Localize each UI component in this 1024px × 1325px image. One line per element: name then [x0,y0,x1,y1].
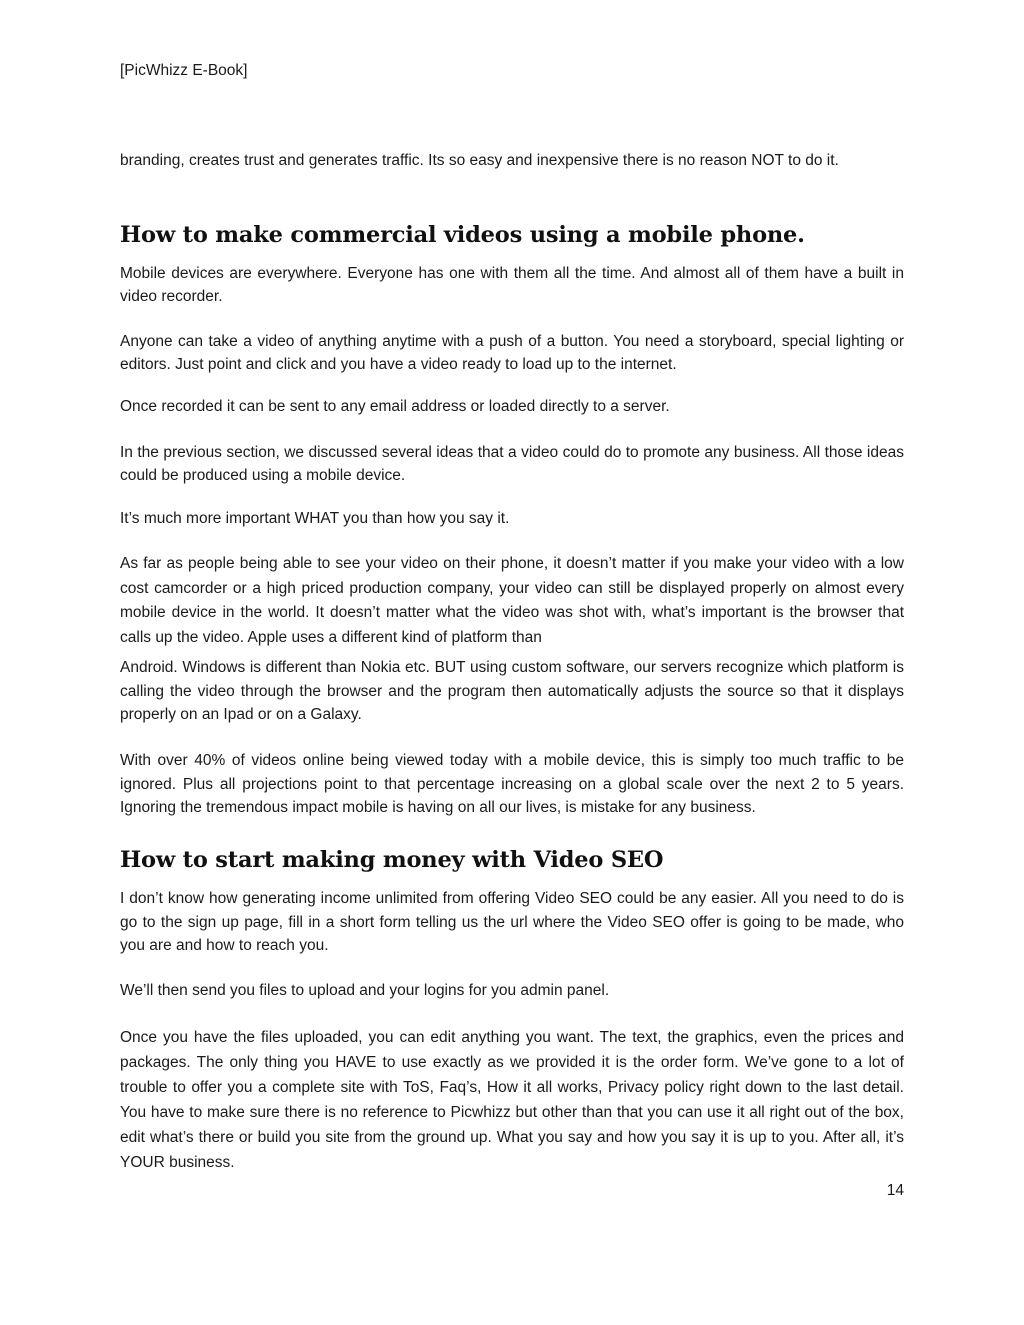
paragraph-generating-income: I don’t know how generating income unlimited from offering Video SEO could be any easier. All you need to do is go to the sign up page, fill in a short form telling us the url where the Video SEO offer is going to be made, who you are and how to reach you. [120,890,904,954]
paragraph-anyone-can-record: Anyone can take a video of anything anytime with a push of a button. You need a storyboard, special lighting or editors. Just point and click and you have a video ready to load up to the internet. [120,333,904,373]
section-heading-mobile-videos: How to make commercial videos using a mobile phone. [120,222,805,248]
paragraph-android-windows: Android. Windows is different than Nokia etc. BUT using custom software, our servers recognize which platform is calling the video through the browser and the program then automatically adjusts the source so that it displays properly on an Ipad or on a Galaxy. [120,659,904,723]
paragraph-previous-section: In the previous section, we discussed several ideas that a video could do to promote any business. All those ideas could be produced using a mobile device. [120,444,904,484]
paragraph-once-recorded: Once recorded it can be sent to any email address or loaded directly to a server. [120,398,670,415]
paragraph-mobile-devices: Mobile devices are everywhere. Everyone has one with them all the time. And almost all of them have a built in video recorder. [120,265,904,305]
running-header: [PicWhizz E-Book] [120,62,248,79]
paragraph-what-you-say: It’s much more important WHAT you than how you say it. [120,510,510,527]
paragraph-files-uploaded: Once you have the files uploaded, you can edit anything you want. The text, the graphics, even the prices and packages. The only thing you HAVE to use exactly as we provided it is the order form. We’ve gone to a lot of trouble to offer you a complete site with ToS, Faq’s, How it all works, Privacy policy right down to the last detail. You have to make sure there is no reference to Picwhizz but other than that you can use it all right out of the box, edit what’s there or build you site from the ground up. What you say and how you say it is up to you. After all, it’s YOUR business. [120,1029,904,1171]
paragraph-branding: branding, creates trust and generates traffic. Its so easy and inexpensive there is no reason NOT to do it. [120,152,839,169]
paragraph-displayed-properly: As far as people being able to see your video on their phone, it doesn’t matter if you make your video with a low cost camcorder or a high priced production company, your video can still be displayed properly on almost every mobile device in the world. It doesn’t matter what the video was shot with, what’s important is the browser that calls up the video. Apple uses a different kind of platform than [120,555,904,646]
page-number: 14 [886,1182,904,1199]
paragraph-mobile-traffic: With over 40% of videos online being viewed today with a mobile device, this is simply too much traffic to be ignored. Plus all projections point to that percentage increasing on a global scale over the next 2 to 5 years. Ignoring the tremendous impact mobile is having on all our lives, is mistake for any business. [120,752,904,816]
paragraph-send-files: We’ll then send you files to upload and your logins for you admin panel. [120,982,610,999]
section-heading-video-seo: How to start making money with Video SEO [120,847,664,873]
